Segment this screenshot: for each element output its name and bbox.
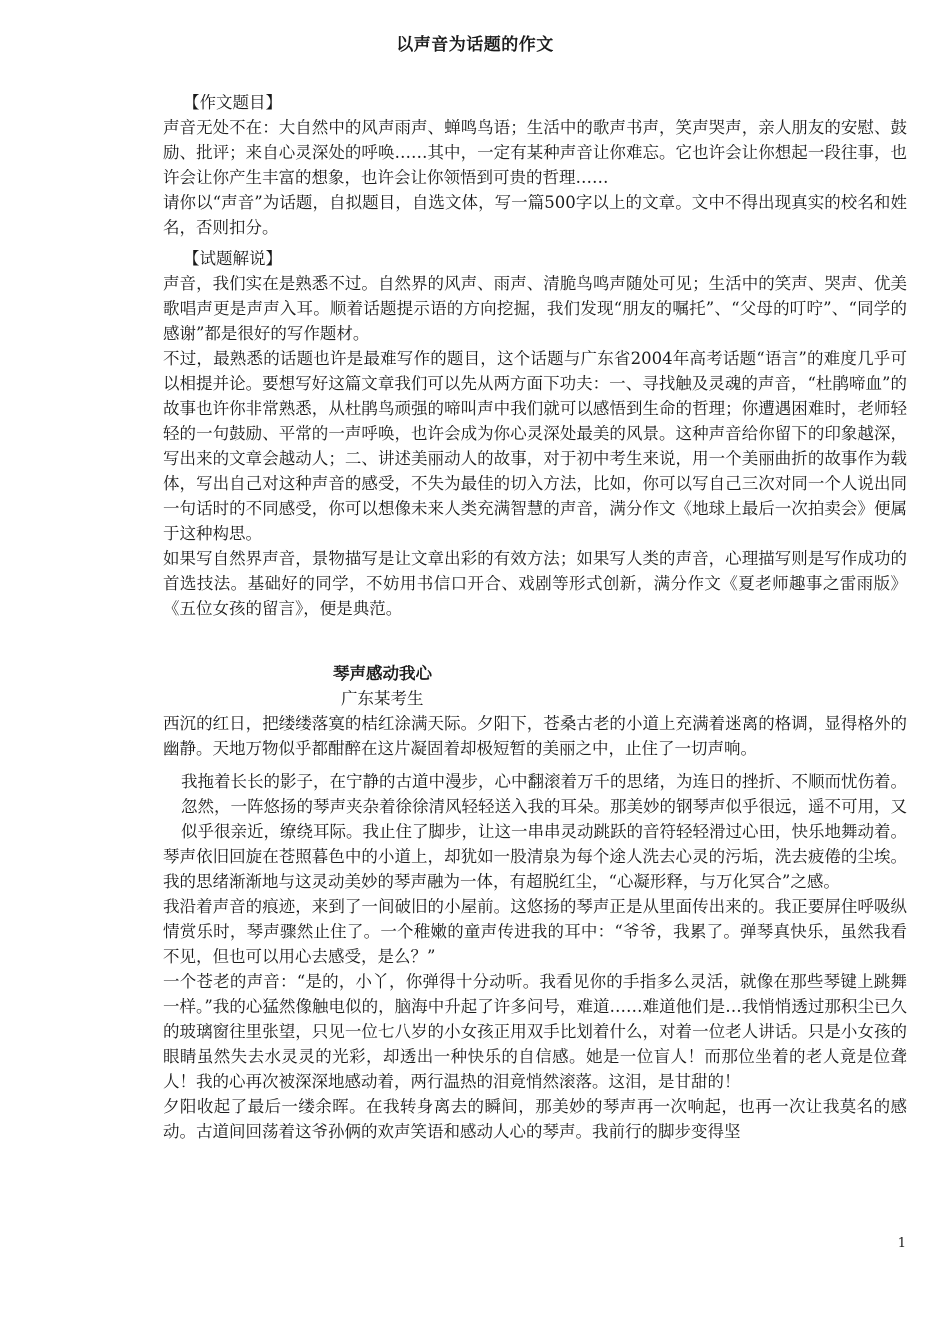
essay-title: 琴声感动我心 xyxy=(333,664,432,683)
topic-paragraph-2: 请你以“声音”为话题，自拟题目，自选文体，写一篇500字以上的文章。文中不得出现真实的校名和姓名，否则扣分。 xyxy=(163,193,907,237)
section-heading-topic: 【作文题目】 xyxy=(183,93,282,112)
essay-paragraph: 西沉的红日，把缕缕落寞的桔红涂满天际。夕阳下，苍桑古老的小道上充满着迷离的格调，显得格外的幽静。天地万物似乎都酣醉在这片凝固着却极短暂的美丽之中，止住了一切声响。 xyxy=(163,714,907,758)
page-number: 1 xyxy=(897,1236,906,1251)
essay-paragraph: 一个苍老的声音：“是的，小丫，你弹得十分动听。我看见你的手指多么灵活，就像在那些琴键上跳舞一样。”我的心猛然像触电似的，脑海中升起了许多问号，难道……难道他们是…我悄悄透过那积尘已久的玻璃窗往里张望，只见一位七八岁的小女孩正用双手比划着什么，对着一位老人讲话。只是小女孩的眼睛虽然失去水灵灵的光彩，却透出一种快乐的自信感。她是一位盲人！而那位坐着的老人竟是位聋人！我的心再次被深深地感动着，两行温热的泪竟悄然滚落。这泪，是甘甜的！ xyxy=(163,972,907,1091)
document-body xyxy=(143,90,907,1144)
document-title: 以声音为话题的作文 xyxy=(396,35,554,55)
analysis-paragraph-3: 如果写自然界声音，景物描写是让文章出彩的有效方法；如果写人类的声音，心理描写则是写作成功的首选技法。基础好的同学，不妨用书信口开合、戏剧等形式创新，满分作文《夏老师趣事之雷雨版》《五位女孩的留言》，便是典范。 xyxy=(163,549,907,618)
essay-paragraph: 夕阳收起了最后一缕余晖。在我转身离去的瞬间，那美妙的琴声再一次响起，也再一次让我莫名的感动。古道间回荡着这爷孙俩的欢声笑语和感动人心的琴声。我前行的脚步变得坚 xyxy=(163,1097,907,1141)
essay-paragraph: 我沿着声音的痕迹，来到了一间破旧的小屋前。这悠扬的琴声正是从里面传出来的。我正要屏住呼吸纵情赏乐时，琴声骤然止住了。一个稚嫩的童声传进我的耳中：“爷爷，我累了。弹琴真快乐，虽然我看不见，但也可以用心去感受，是么？” xyxy=(163,897,907,966)
essay-paragraph: 琴声依旧回旋在苍照暮色中的小道上，却犹如一股清泉为每个途人洗去心灵的污垢，洗去疲倦的尘埃。我的思绪渐渐地与这灵动美妙的琴声融为一体，有超脱红尘，“心凝形释，与万化冥合”之感。 xyxy=(163,847,907,891)
essay-paragraph: 我拖着长长的影子，在宁静的古道中漫步，心中翻滚着万千的思绪，为连日的挫折、不顺而忧伤着。忽然，一阵悠扬的琴声夹杂着徐徐清风轻轻送入我的耳朵。那美妙的钢琴声似乎很远，遥不可用，又似乎很亲近，缭绕耳际。我止住了脚步，让这一串串灵动跳跃的音符轻轻滑过心田，快乐地舞动着。 xyxy=(181,772,907,841)
essay-author: 广东某考生 xyxy=(341,689,424,708)
topic-paragraph-1: 声音无处不在：大自然中的风声雨声、蝉鸣鸟语；生活中的歌声书声，笑声哭声，亲人朋友的安慰、鼓励、批评；来自心灵深处的呼唤……其中，一定有某种声音让你难忘。它也许会让你想起一段往事，也许会让你产生丰富的想象，也许会让你领悟到可贵的哲理…… xyxy=(163,118,907,187)
analysis-paragraph-2: 不过，最熟悉的话题也许是最难写作的题目，这个话题与广东省2004年高考话题“语言”的难度几乎可以相提并论。要想写好这篇文章我们可以先从两方面下功夫：一、寻找触及灵魂的声音，“杜鹃啼血”的故事也许你非常熟悉，从杜鹃鸟顽强的啼叫声中我们就可以感悟到生命的哲理；你遭遇困难时，老师轻轻的一句鼓励、平常的一声呼唤，也许会成为你心灵深处最美的风景。这种声音给你留下的印象越深，写出来的文章会越动人；二、讲述美丽动人的故事，对于初中考生来说，用一个美丽曲折的故事作为载体，写出自己对这种声音的感受，不失为最佳的切入方法，比如，你可以写自己三次对同一个人说出同一句话时的不同感受，你可以想像未来人类充满智慧的声音，满分作文《地球上最后一次拍卖会》便属于这种构思。 xyxy=(163,349,907,543)
analysis-paragraph-1: 声音，我们实在是熟悉不过。自然界的风声、雨声、清脆鸟鸣声随处可见；生活中的笑声、哭声、优美歌唱声更是声声入耳。顺着话题提示语的方向挖掘，我们发现“朋友的嘱托”、“父母的叮咛”、“同学的感谢”都是很好的写作题材。 xyxy=(163,274,907,343)
section-heading-analysis: 【试题解说】 xyxy=(183,249,282,268)
